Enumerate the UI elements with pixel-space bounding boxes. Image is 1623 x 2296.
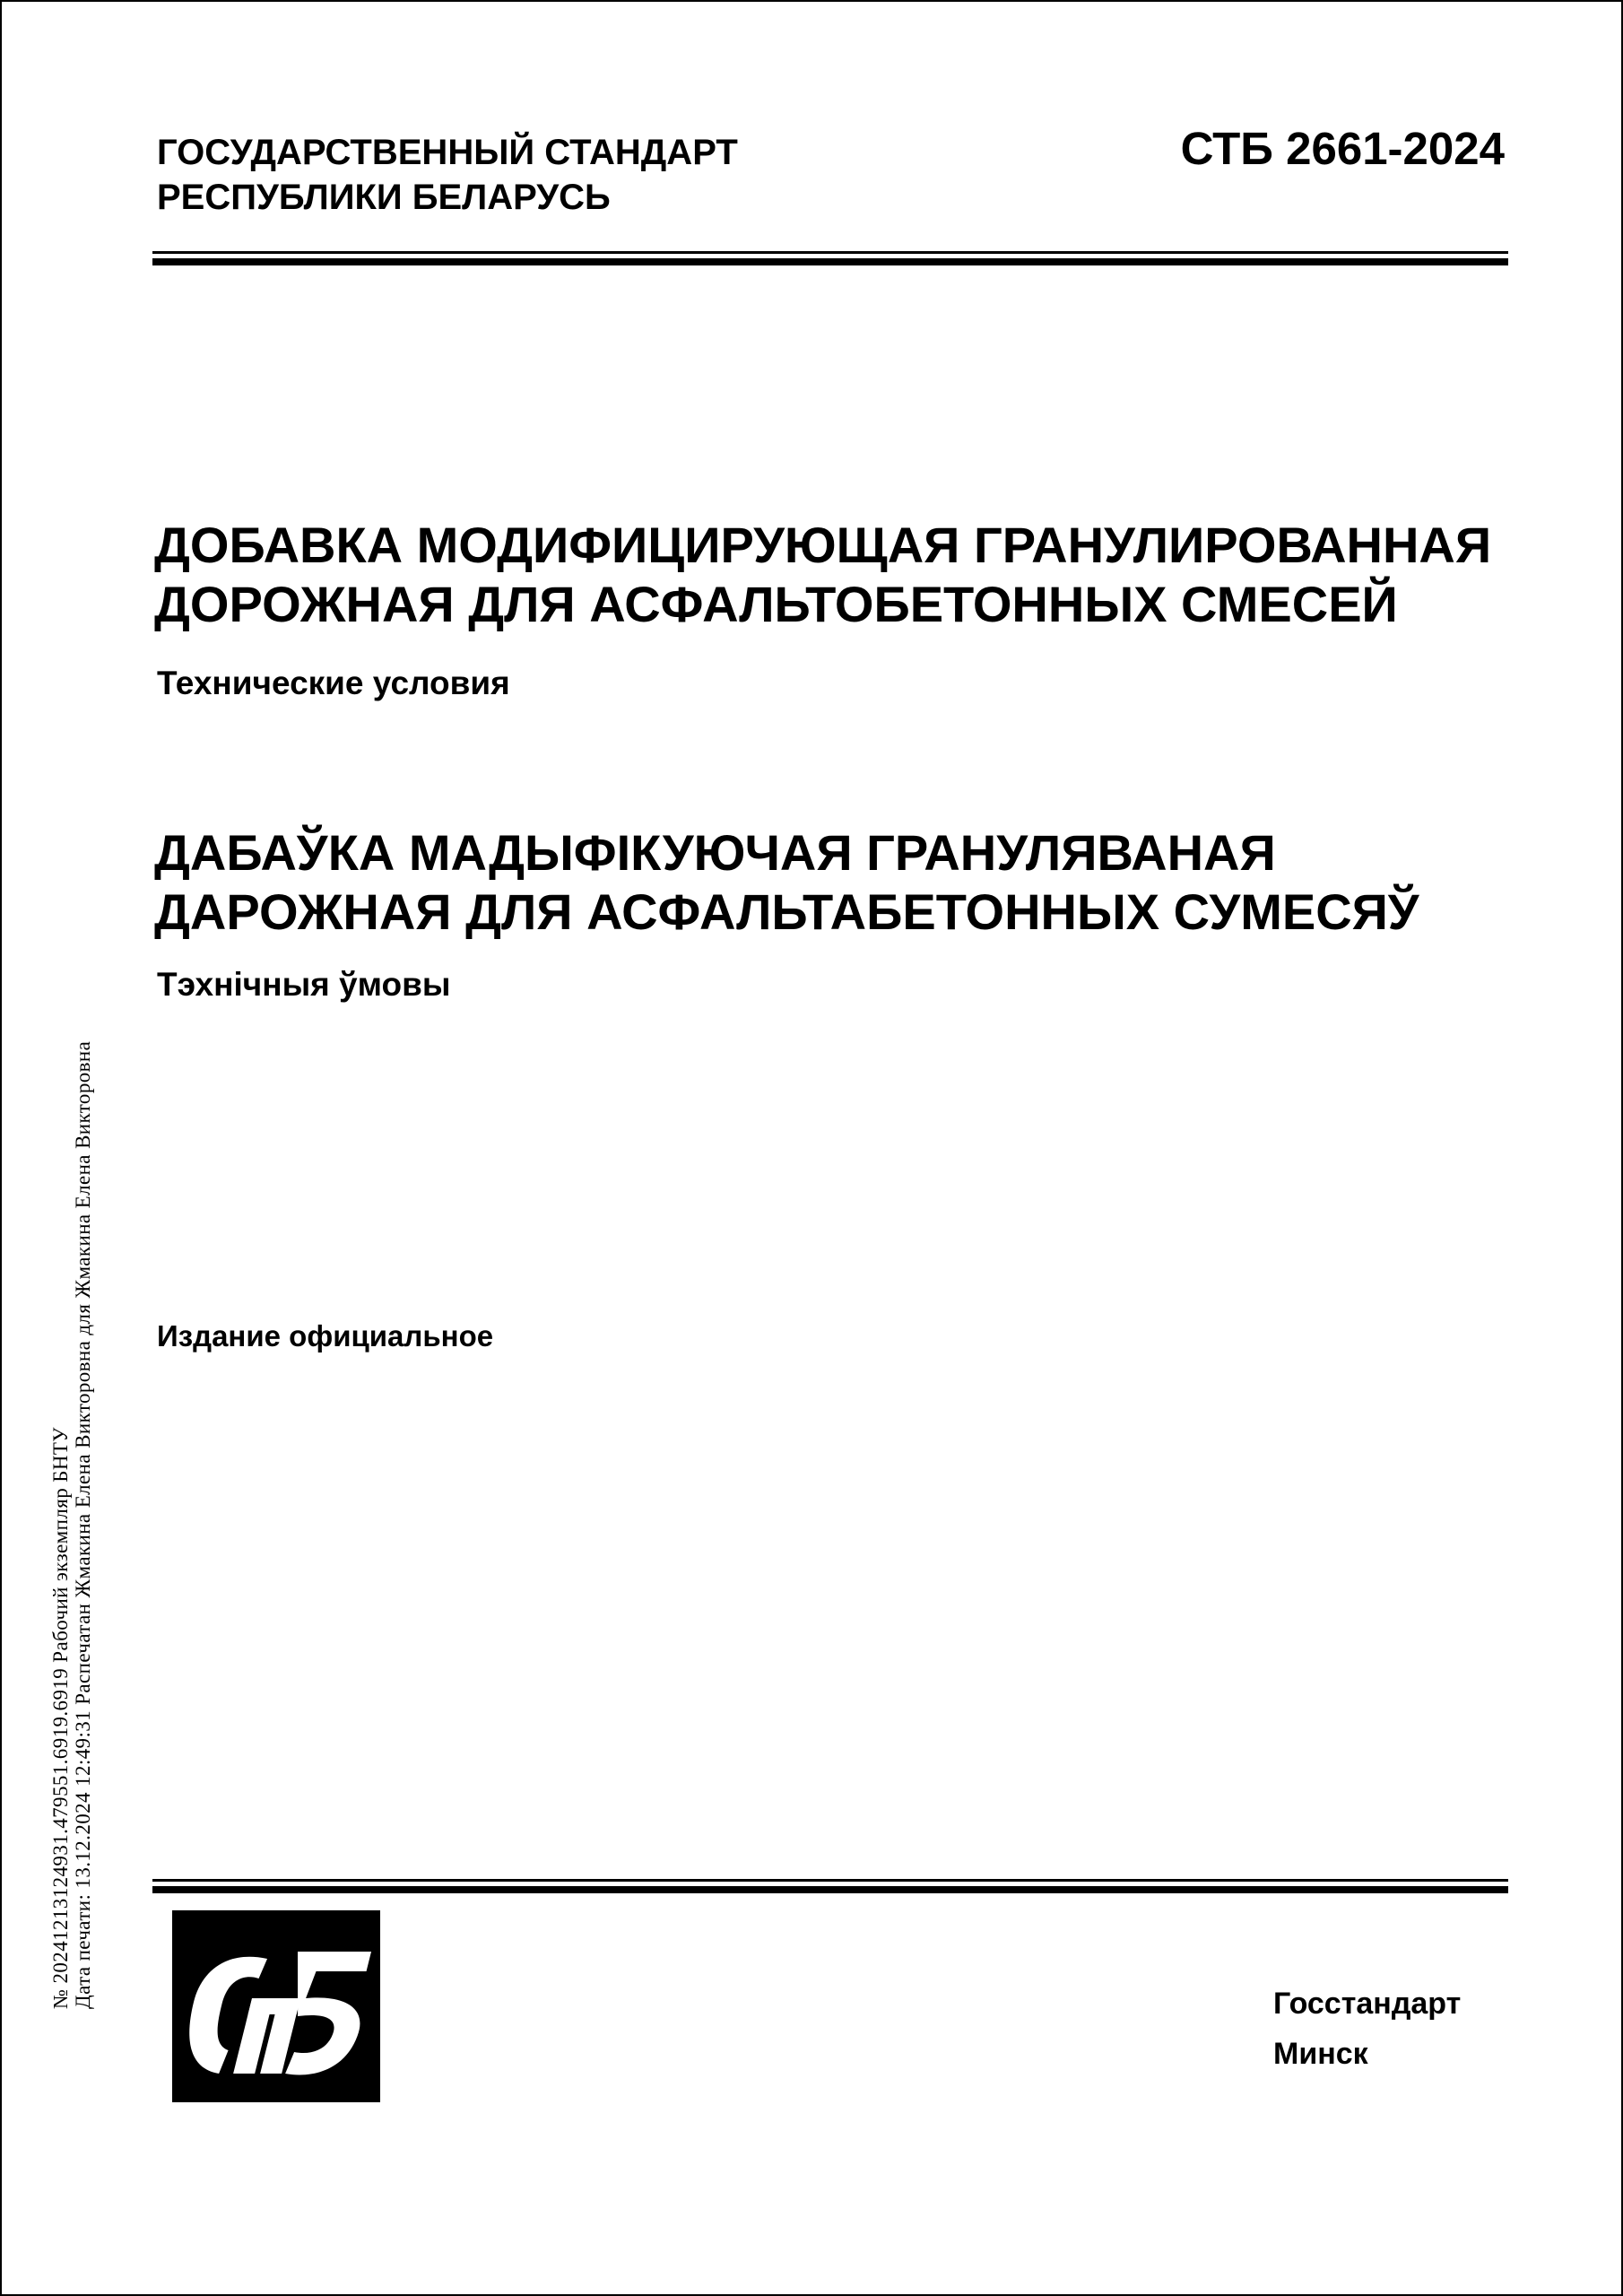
title-by-line2: ДАРОЖНАЯ ДЛЯ АСФАЛЬТАБЕТОННЫХ СУМЕСЯЎ [154, 883, 1419, 940]
standard-type-line2: РЕСПУБЛИКИ БЕЛАРУСЬ [157, 178, 611, 217]
subtitle-ru: Технические условия [157, 665, 510, 701]
subtitle-by: Тэхнічныя ўмовы [157, 966, 451, 1003]
print-stamp-line2: Дата печати: 13.12.2024 12:49:31 Распечатан Жмакина Елена Викторовна для Жмакина Елена Викторовна [72, 1040, 94, 2009]
top-double-rule [152, 251, 1508, 265]
bottom-double-rule [152, 1879, 1508, 1893]
title-ru-line2: ДОРОЖНАЯ ДЛЯ АСФАЛЬТОБЕТОННЫХ СМЕСЕЙ [154, 576, 1398, 632]
edition-label: Издание официальное [157, 1319, 494, 1352]
standard-designation: СТБ 2661-2024 [1180, 123, 1505, 174]
stb-logo-icon [172, 1910, 380, 2102]
standard-type [157, 130, 738, 220]
print-stamp-line1: № 20241213124931.479551.6919.6919 Рабочий экземпляр БНТУ [49, 1427, 72, 2009]
standard-type-line1: ГОСУДАРСТВЕННЫЙ СТАНДАРТ [157, 133, 738, 172]
publisher-city: Минск [1273, 2037, 1368, 2071]
title-by-line1: ДАБАЎКА МАДЫФІКУЮЧАЯ ГРАНУЛЯВАНАЯ [154, 824, 1276, 881]
title-ru-line1: ДОБАВКА МОДИФИЦИРУЮЩАЯ ГРАНУЛИРОВАННАЯ [154, 517, 1492, 573]
publisher-block [1273, 1979, 1461, 2079]
title-by [154, 823, 1419, 942]
title-ru [154, 516, 1491, 634]
publisher-name: Госстандарт [1273, 1987, 1462, 2021]
print-stamp [49, 628, 94, 2009]
